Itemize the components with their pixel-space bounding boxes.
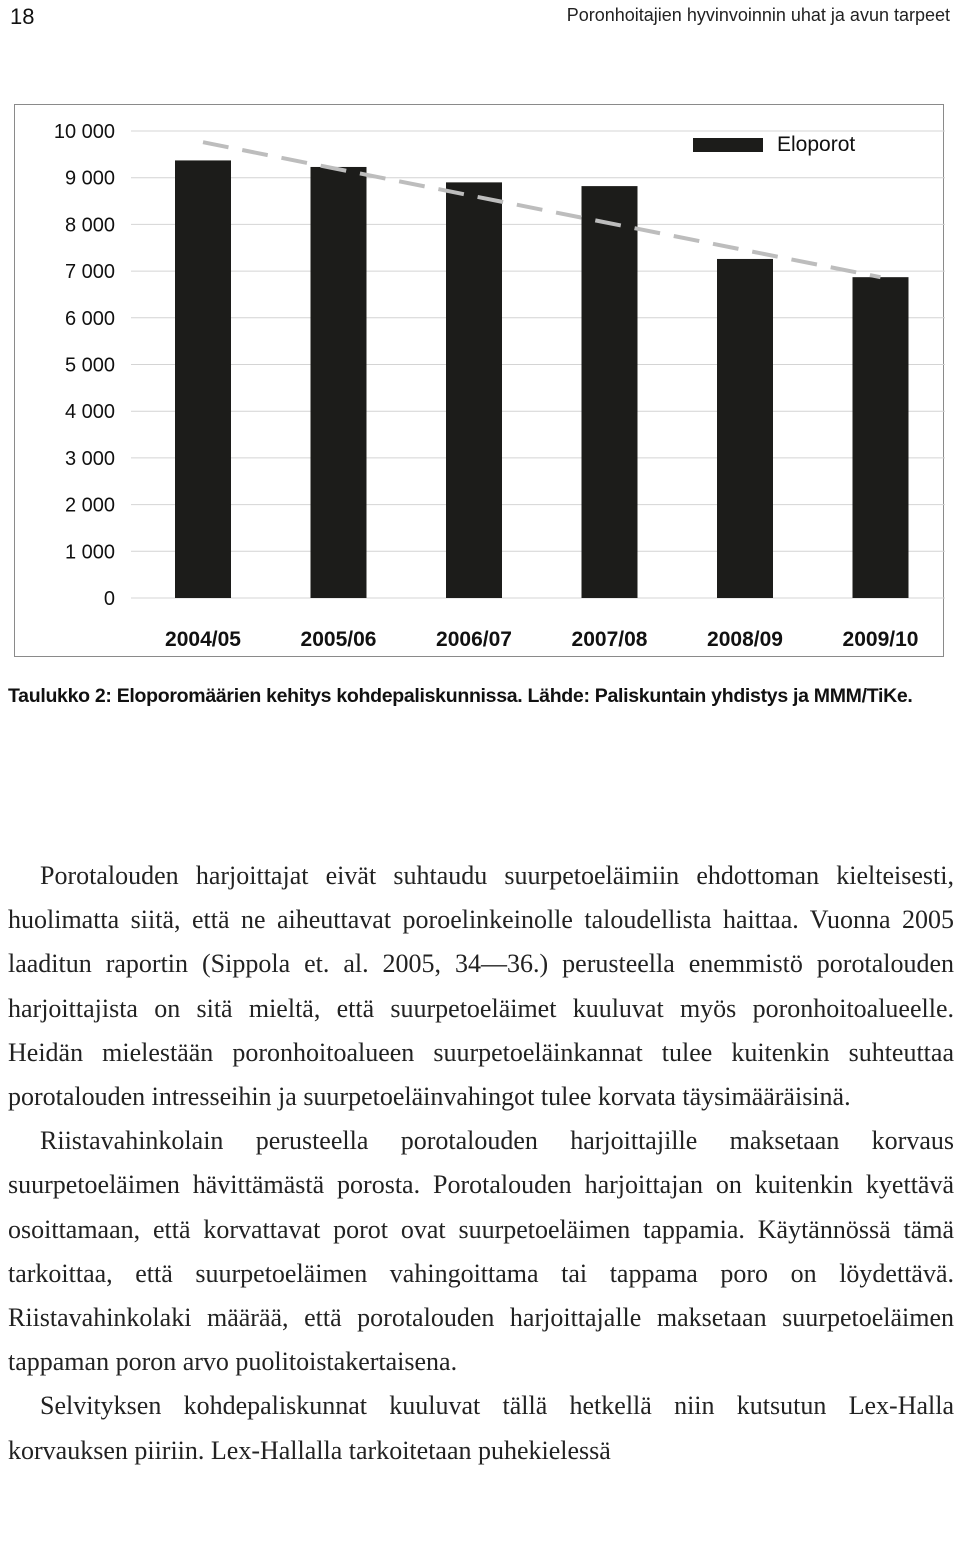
y-tick-label: 4 000 <box>64 401 115 424</box>
running-title: Poronhoitajien hyvinvoinnin uhat ja avun tarpeet <box>566 5 950 25</box>
x-tick-label: 2007/08 <box>571 628 648 651</box>
bar <box>853 277 909 598</box>
x-tick-label: 2005/06 <box>300 628 377 651</box>
y-tick-label: 7 000 <box>64 261 115 284</box>
bar-chart <box>15 105 945 658</box>
y-tick-label: 9 000 <box>64 167 115 190</box>
bar <box>717 259 773 598</box>
legend-swatch <box>693 138 763 152</box>
x-tick-label: 2008/09 <box>707 628 783 651</box>
y-tick-label: 1 000 <box>64 541 115 564</box>
bar <box>582 186 638 598</box>
y-tick-label: 6 000 <box>64 307 115 330</box>
figure-caption: Taulukko 2: Eloporomäärien kehitys kohdepaliskunnissa. Lähde: Paliskuntain yhdistys ja MMM/TiKe. <box>8 685 913 707</box>
y-tick-label: 3 000 <box>64 447 115 470</box>
paragraph: Porotalouden harjoittajat eivät suhtaudu suurpetoeläimiin ehdottoman kielteisesti, huolimatta siitä, että ne aiheuttavat poroelinkeinolle taloudellista haittaa. Vuonna 2005 laaditun raportin (Sippola et. al. 2005, 34—36.) perusteella enemmistö porotalouden harjoittajista on sitä mieltä, että suurpetoeläimet kuuluvat myös poronhoitoalueelle. Heidän mielestään poronhoitoalueen suurpetoeläinkannat tulee kuitenkin suhteuttaa porotalouden intresseihin ja suurpetoeläinvahingot tulee korvata täysimääräisinä. <box>8 861 954 1112</box>
x-tick-label: 2004/05 <box>165 628 241 651</box>
paragraph: Selvityksen kohdepaliskunnat kuuluvat tällä hetkellä niin kutsutun Lex-Halla korvauksen piiriin. Lex-Hallalla tarkoitetaan puhekielessä <box>8 1391 954 1465</box>
bar <box>311 167 367 598</box>
legend-label: Eloporot <box>777 133 856 156</box>
bar <box>175 160 231 598</box>
chart-frame <box>14 104 944 657</box>
x-tick-label: 2009/10 <box>842 628 919 651</box>
bar <box>446 182 502 598</box>
paragraph: Riistavahinkolain perusteella porotalouden harjoittajille maksetaan korvaus suurpetoeläimen hävittämästä porosta. Porotalouden harjoittajan on kuitenkin kyettävä osoittamaan, että korvattavat porot ovat suurpetoeläimen tappamia. Käytännössä tämä tarkoittaa, että suurpetoeläimen vahingoittama tai tappama poro on löydettävä. Riistavahinkolaki määrää, että porotalouden harjoittajalle maksetaan suurpetoeläimen tappaman poron arvo puolitoistakertaisena. <box>8 1126 954 1377</box>
body-text <box>8 854 954 1473</box>
y-tick-label: 5 000 <box>64 354 115 377</box>
y-tick-label: 2 000 <box>64 494 115 517</box>
y-tick-label: 10 000 <box>53 121 115 143</box>
page-number: 18 <box>10 4 35 29</box>
y-tick-label: 8 000 <box>64 214 115 237</box>
y-tick-label: 0 <box>103 588 115 610</box>
x-tick-label: 2006/07 <box>436 628 512 651</box>
page-header <box>0 0 960 34</box>
trend-line <box>203 142 881 277</box>
